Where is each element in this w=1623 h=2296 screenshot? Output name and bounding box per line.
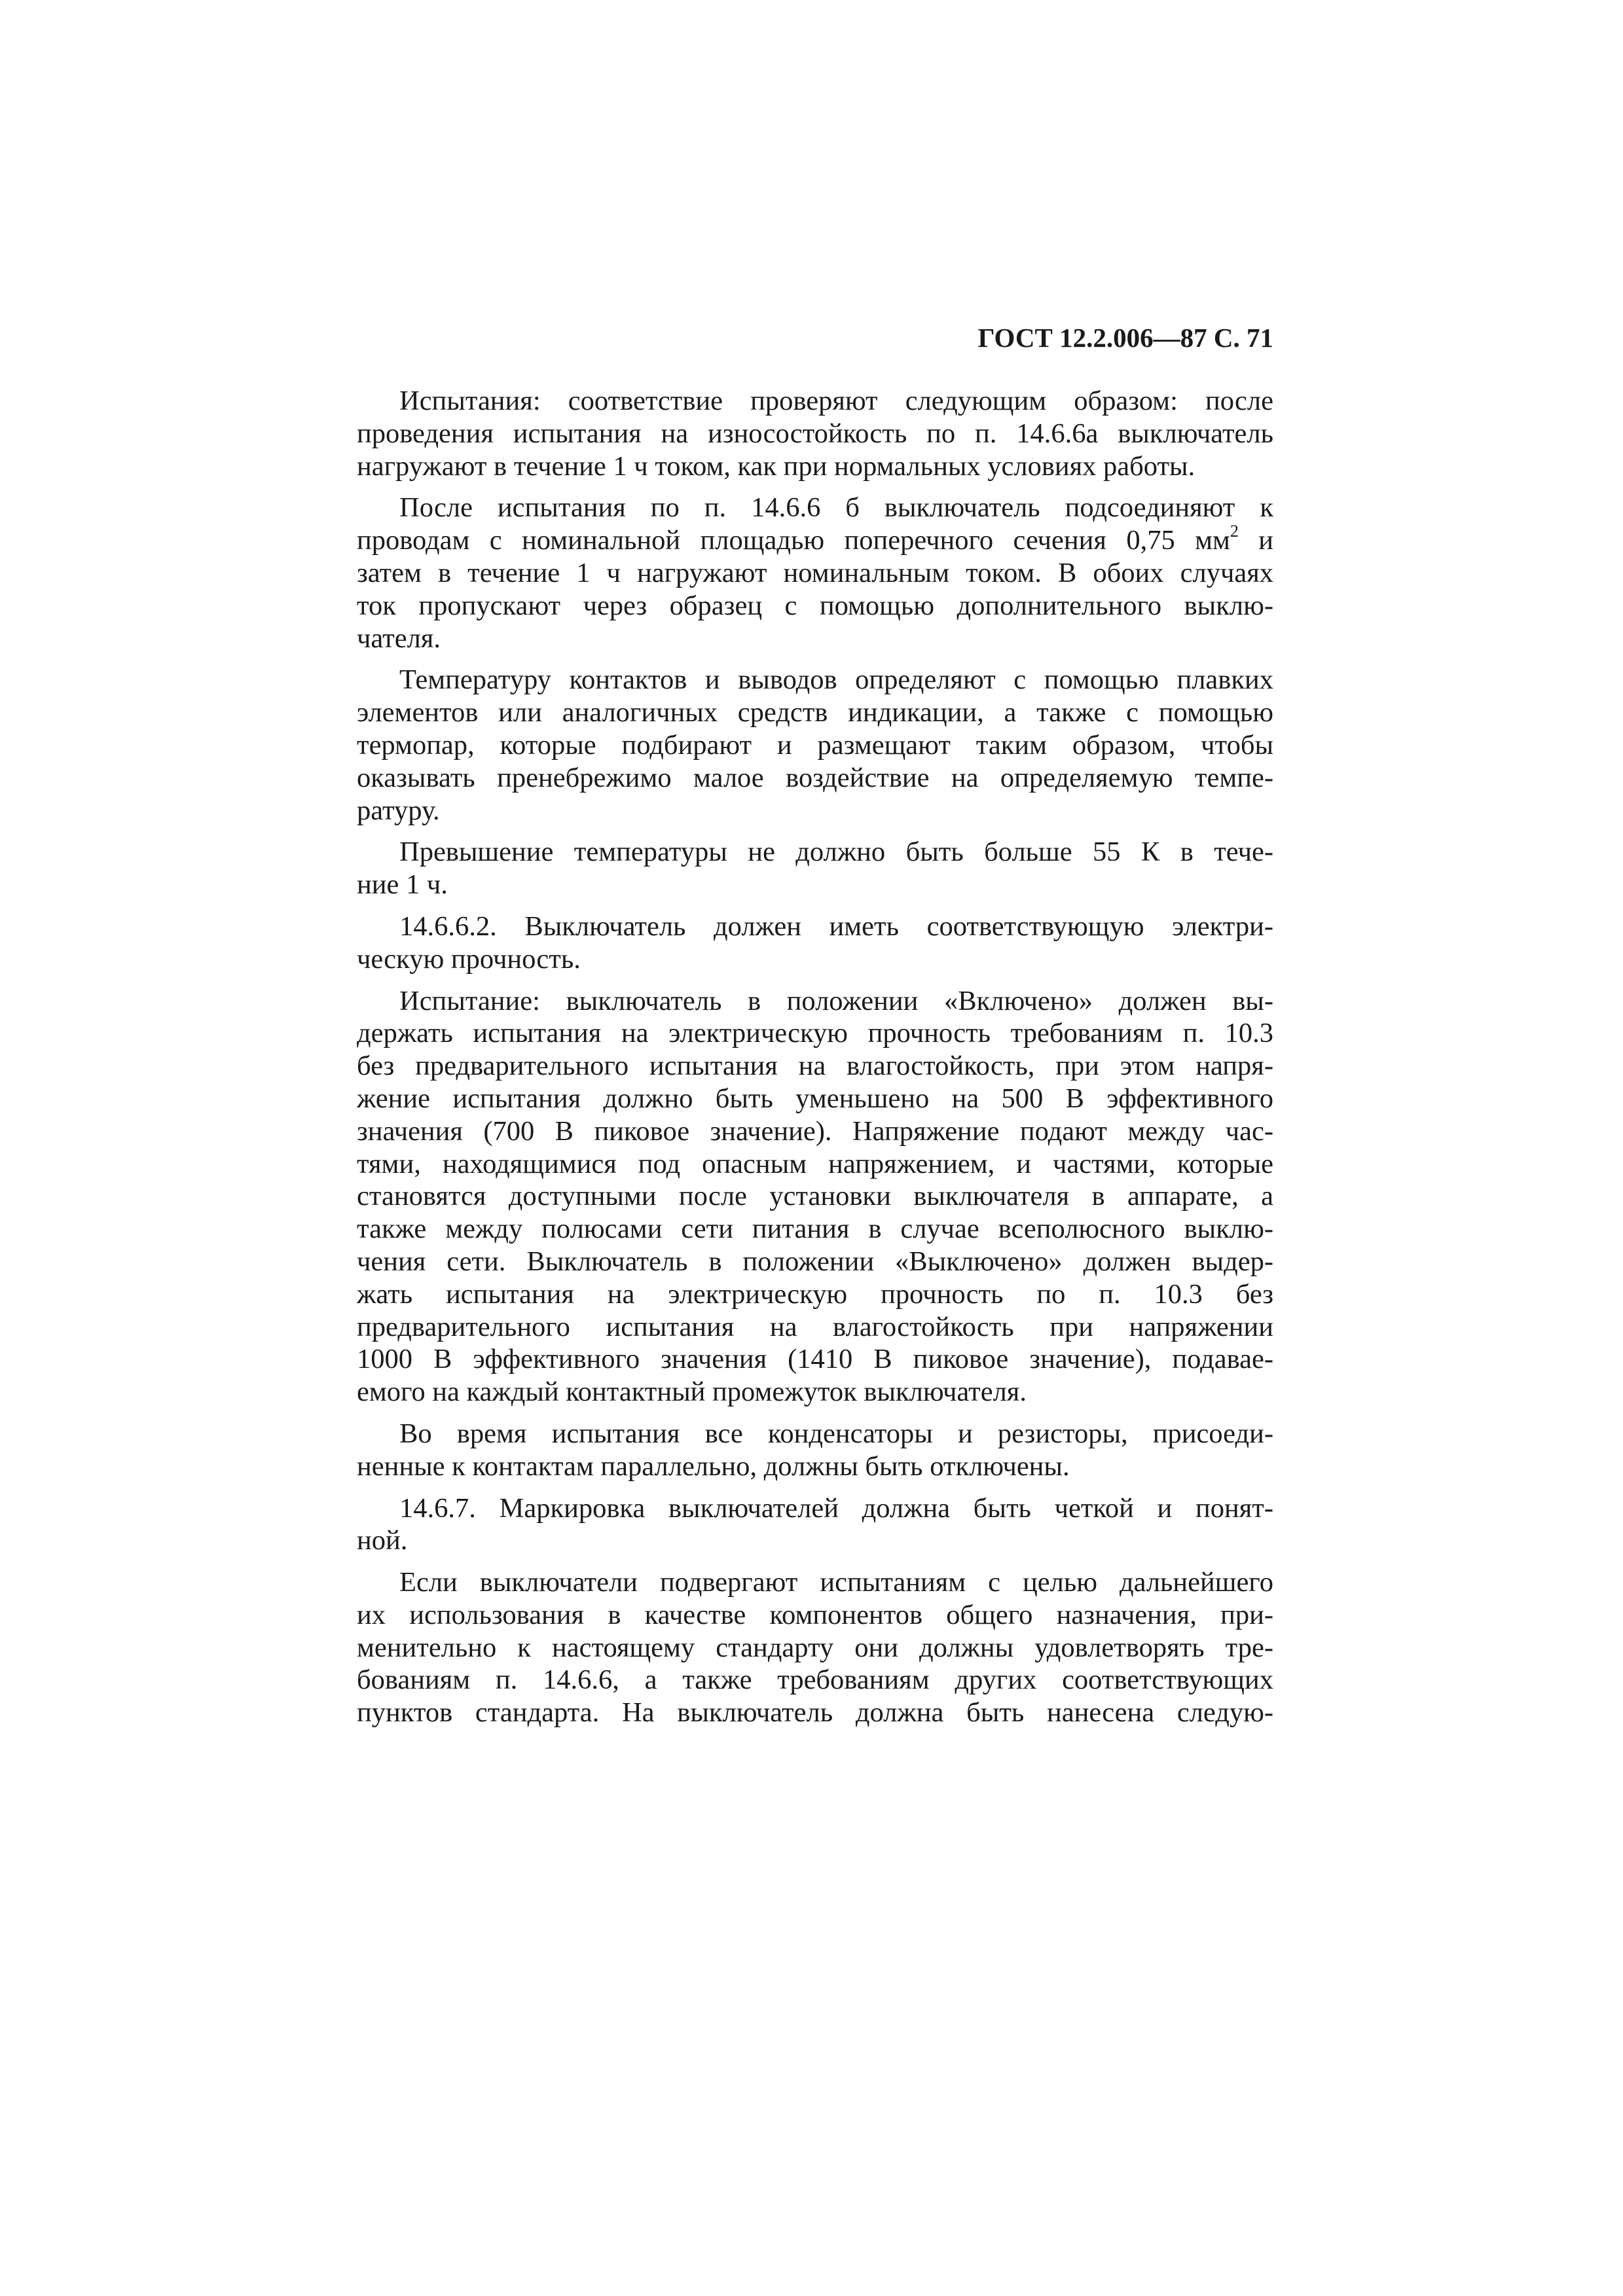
text-line: емого на каждый контактный промежуток выключателя. bbox=[357, 1376, 1027, 1408]
text-line: Превышение температуры не должно быть больше 55 К в тече- bbox=[399, 836, 1273, 868]
text-line: чателя. bbox=[357, 622, 441, 654]
text-line: нагружают в течение 1 ч током, как при нормальных условиях работы. bbox=[357, 450, 1195, 482]
text-line: элементов или аналогичных средств индикации, а также с помощью bbox=[357, 697, 1273, 728]
text-line: оказывать пренебрежимо малое воздействие на определяемую темпе- bbox=[357, 762, 1273, 793]
text-line: Испытания: соответствие проверяют следующим образом: после bbox=[399, 386, 1273, 416]
paragraph bbox=[357, 1566, 1273, 1729]
paragraph bbox=[357, 492, 1273, 655]
paragraph bbox=[357, 836, 1273, 901]
text-line: также между полюсами сети питания в случае всеполюсного выклю- bbox=[357, 1213, 1273, 1245]
text-line: Во время испытания все конденсаторы и резисторы, присоеди- bbox=[399, 1418, 1273, 1449]
superscript: 2 bbox=[1230, 522, 1239, 541]
paragraph bbox=[357, 985, 1273, 1408]
text-line: ние 1 ч. bbox=[357, 869, 448, 901]
body-text bbox=[357, 385, 1273, 1729]
text-line: пунктов стандарта. На выключатель должна быть нанесена следую- bbox=[357, 1697, 1273, 1729]
text-line: проведения испытания на износостойкость по п. 14.6.6а выключатель bbox=[357, 418, 1273, 449]
text-line: бованиям п. 14.6.6, а также требованиям других соответствующих bbox=[357, 1664, 1273, 1696]
text-line: ток пропускают через образец с помощью дополнительного выклю- bbox=[357, 590, 1273, 621]
text-line bbox=[357, 524, 1273, 557]
text-line: затем в течение 1 ч нагружают номинальным током. В обоих случаях bbox=[357, 557, 1273, 588]
text-line: менительно к настоящему стандарту они должны удовлетворять тре- bbox=[357, 1632, 1273, 1663]
text-line: Температуру контактов и выводов определяют с помощью плавких bbox=[399, 664, 1273, 696]
text-line: Испытание: выключатель в положении «Включено» должен вы- bbox=[399, 985, 1273, 1016]
text-line: ратуру. bbox=[357, 795, 440, 826]
text-line: чения сети. Выключатель в положении «Выключено» должен выдер- bbox=[357, 1246, 1273, 1277]
text-line: 14.6.7. Маркировка выключателей должна быть четкой и понят- bbox=[399, 1492, 1273, 1524]
paragraph bbox=[357, 385, 1273, 482]
text-line: становятся доступными после установки выключателя в аппарате, а bbox=[357, 1181, 1273, 1212]
text-line: Если выключатели подвергают испытаниям с целью дальнейшего bbox=[399, 1567, 1273, 1598]
text-line: предварительного испытания на влагостойкость при напряжении bbox=[357, 1311, 1273, 1342]
text-line: держать испытания на электрическую прочность требованиям п. 10.3 bbox=[357, 1018, 1273, 1049]
paragraph bbox=[357, 910, 1273, 976]
text-line: термопар, которые подбирают и размещают таким образом, чтобы bbox=[357, 729, 1273, 761]
text-line: тями, находящимися под опасным напряжением, и частями, которые bbox=[357, 1148, 1273, 1179]
running-head: ГОСТ 12.2.006—87 С. 71 bbox=[977, 323, 1273, 353]
paragraph bbox=[357, 1492, 1273, 1558]
text-fragment: и bbox=[1238, 525, 1273, 556]
text-line: жать испытания на электрическую прочность по п. 10.3 без bbox=[357, 1278, 1273, 1310]
text-fragment: проводам с номинальной площадью поперечного сечения 0,75 мм bbox=[357, 525, 1230, 556]
text-line: ной. bbox=[357, 1525, 408, 1556]
text-line: значения (700 В пиковое значение). Напряжение подают между час- bbox=[357, 1115, 1273, 1147]
text-line: жение испытания должно быть уменьшено на 500 В эффективного bbox=[357, 1083, 1273, 1114]
paragraph bbox=[357, 664, 1273, 827]
text-line: После испытания по п. 14.6.6 б выключатель подсоединяют к bbox=[399, 492, 1273, 524]
text-line: ческую прочность. bbox=[357, 943, 581, 975]
paragraph bbox=[357, 1418, 1273, 1483]
text-line: без предварительного испытания на влагостойкость, при этом напря- bbox=[357, 1050, 1273, 1082]
text-line: 14.6.6.2. Выключатель должен иметь соответствующую электри- bbox=[399, 910, 1273, 942]
text-line: 1000 В эффективного значения (1410 В пиковое значение), подавае- bbox=[357, 1344, 1273, 1375]
text-line: их использования в качестве компонентов общего назначения, при- bbox=[357, 1599, 1273, 1630]
text-line: ненные к контактам параллельно, должны быть отключены. bbox=[357, 1450, 1070, 1482]
